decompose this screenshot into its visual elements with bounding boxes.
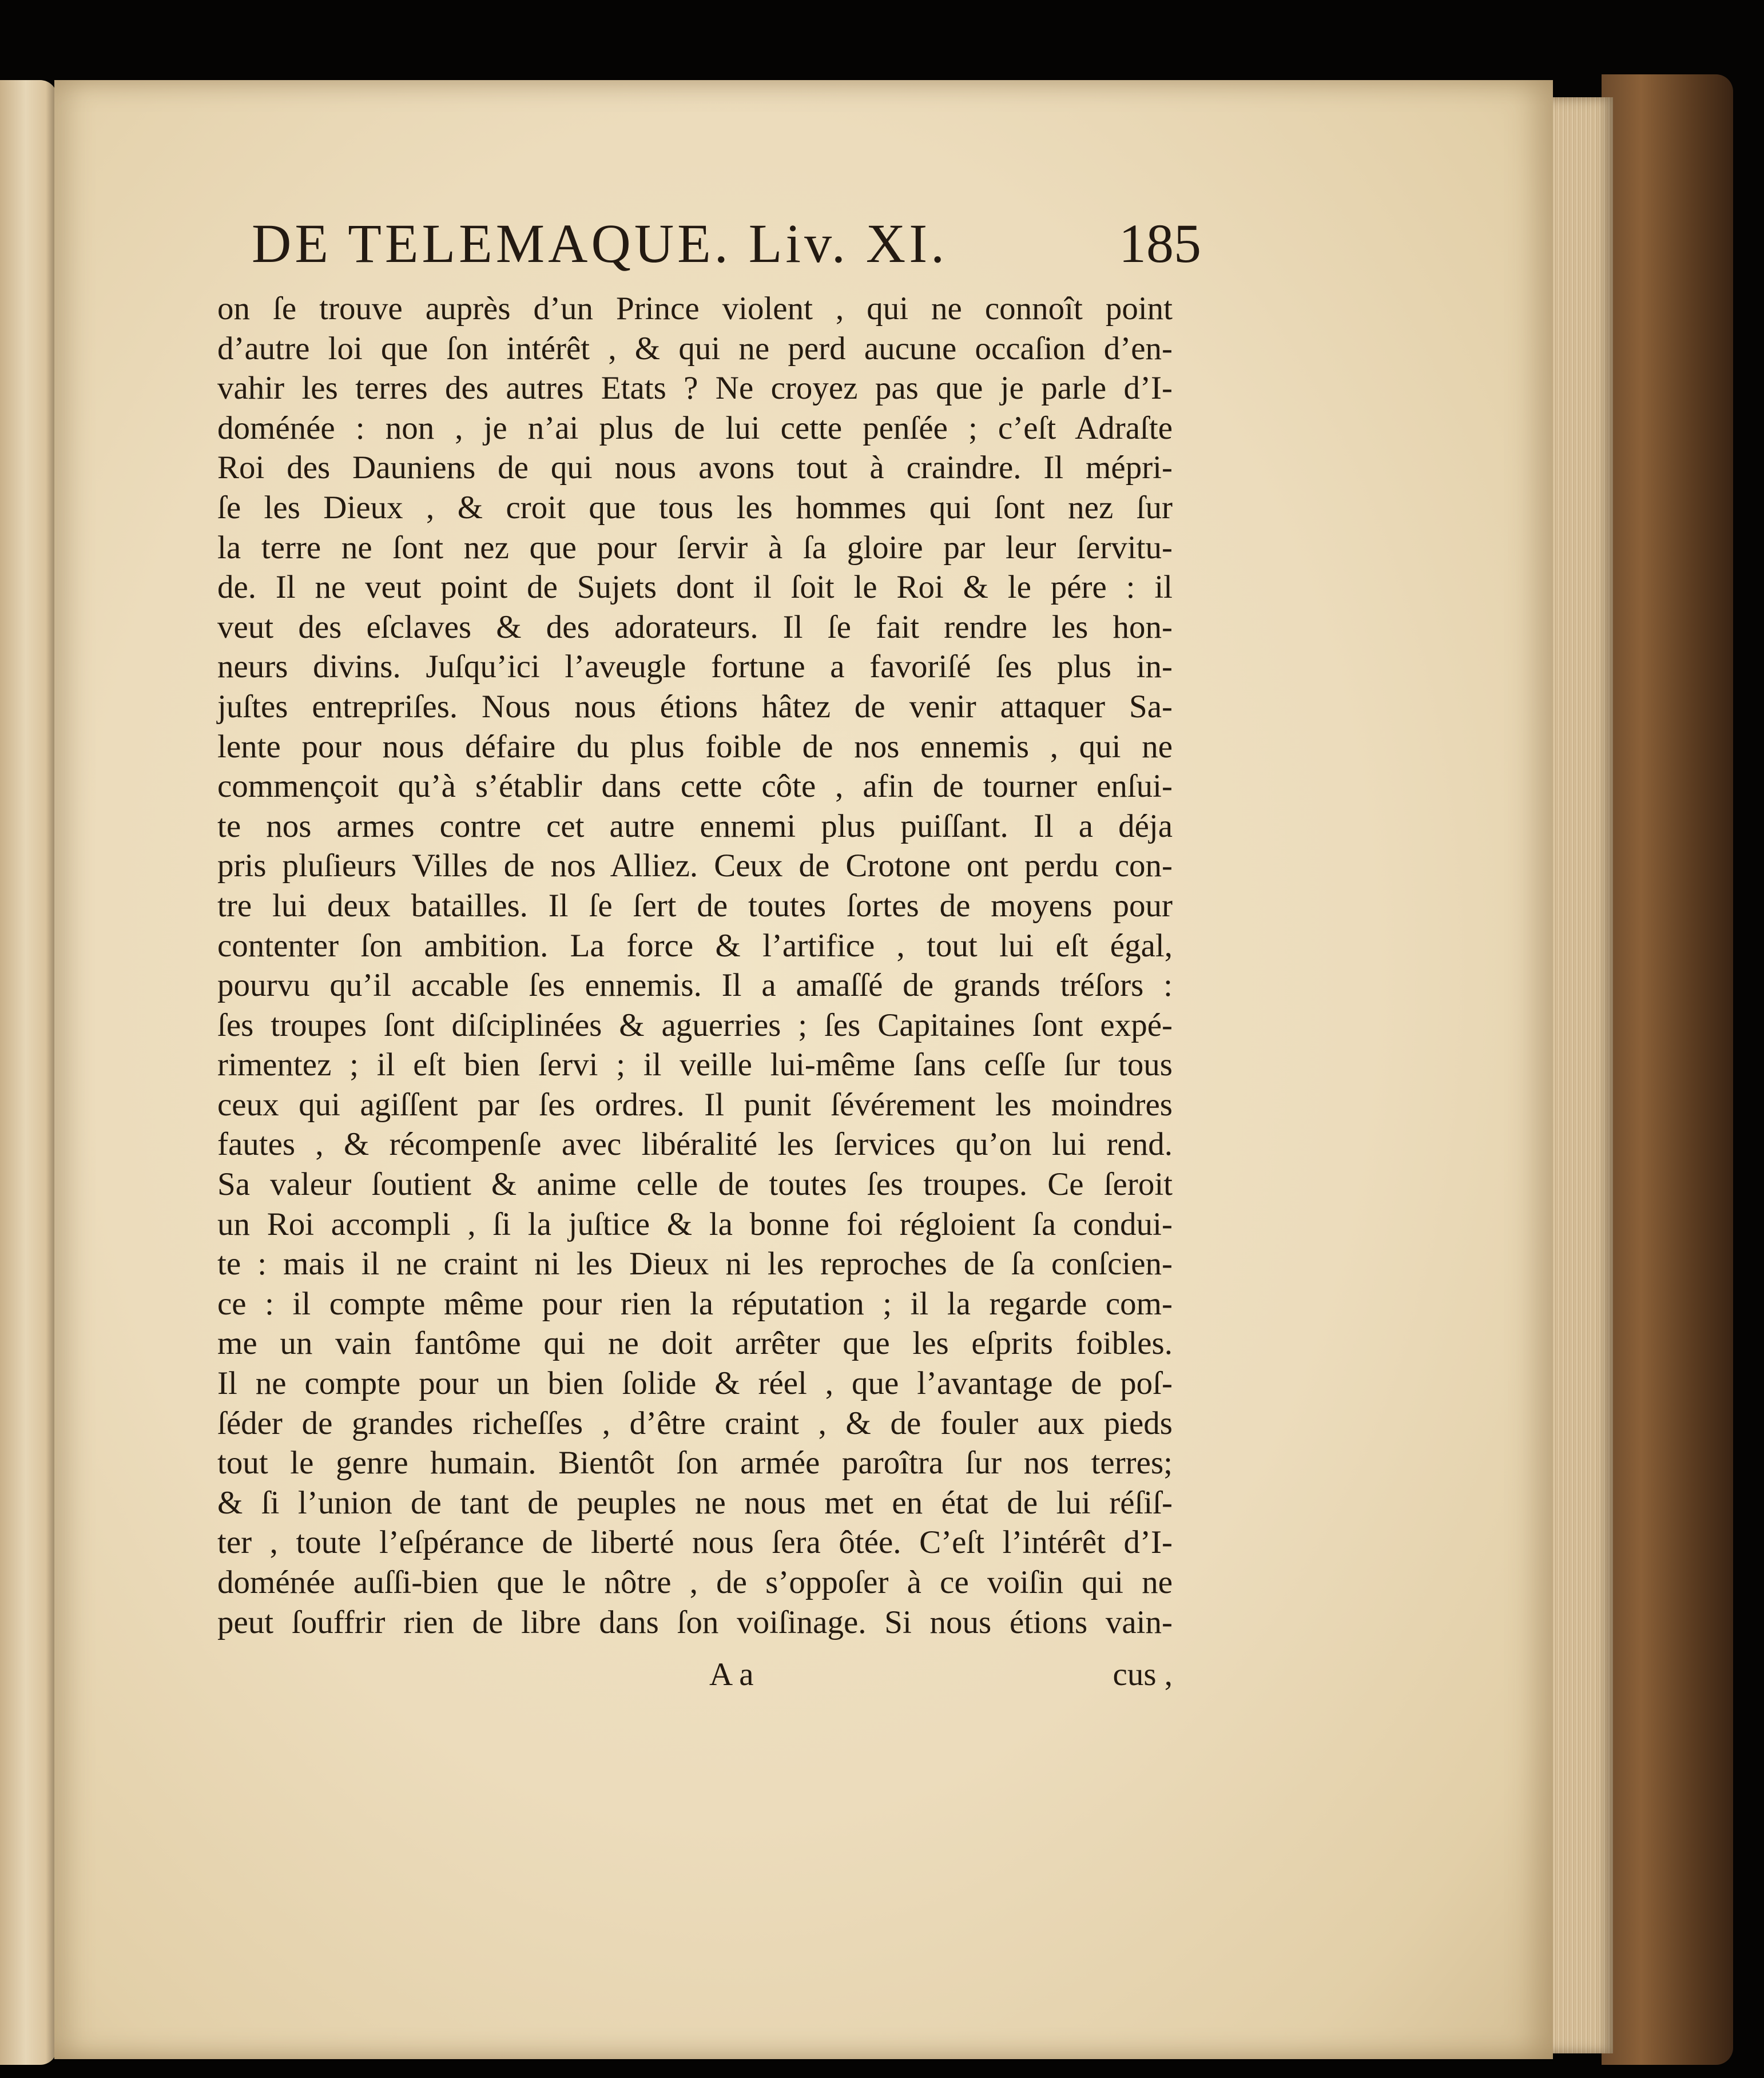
text-line: tre lui deux batailles. Il ſe ſert de toutes ſortes de moyens pour: [217, 887, 1173, 924]
text-line: on ſe trouve auprès d’un Prince violent , qui ne connoît point: [217, 291, 1173, 327]
catchword: cus ,: [1113, 1656, 1173, 1692]
body-text: [217, 289, 1173, 1642]
text-line: me un vain fantôme qui ne doit arrêter que les eſprits foibles.: [217, 1325, 1173, 1362]
text-line: Sa valeur ſoutient & anime celle de toutes ſes troupes. Ce ſeroit: [217, 1166, 1173, 1203]
text-line: peut ſouffrir rien de libre dans ſon voiſinage. Si nous étions vain-: [217, 1604, 1173, 1640]
text-line: & ſi l’union de tant de peuples ne nous met en état de lui réſiſ-: [217, 1484, 1173, 1521]
book-cover: [1602, 74, 1733, 2065]
text-line: contenter ſon ambition. La force & l’artifice , tout lui eſt égal,: [217, 927, 1173, 964]
text-line: ſéder de grandes richeſſes , d’être craint , & de fouler aux pieds: [217, 1405, 1173, 1441]
text-line: d’autre loi que ſon intérêt , & qui ne perd aucune occaſion d’en-: [217, 330, 1173, 367]
text-line: doménée : non , je n’ai plus de lui cette penſée ; c’eſt Adraſte: [217, 410, 1173, 446]
text-line: Roi des Dauniens de qui nous avons tout à craindre. Il mépri-: [217, 450, 1173, 486]
signature-mark: A a: [709, 1656, 754, 1692]
text-line: lente pour nous défaire du plus foible de nos ennemis , qui ne: [217, 728, 1173, 765]
text-line: de. Il ne veut point de Sujets dont il ſoit le Roi & le pére : il: [217, 569, 1173, 606]
page-number: 185: [1119, 213, 1201, 274]
left-page-edge: [0, 80, 57, 2065]
text-line: ceux qui agiſſent par ſes ordres. Il punit ſévérement les moindres: [217, 1086, 1173, 1123]
text-line: juſtes entrepriſes. Nous nous étions hâtez de venir attaquer Sa-: [217, 688, 1173, 725]
text-line: pris pluſieurs Villes de nos Alliez. Ceux de Crotone ont perdu con-: [217, 848, 1173, 884]
text-line: la terre ne ſont nez que pour ſervir à ſa gloire par leur ſervitu-: [217, 529, 1173, 566]
text-line: rimentez ; il eſt bien ſervi ; il veille lui-même ſans ceſſe ſur tous: [217, 1047, 1173, 1083]
text-line: ſe les Dieux , & croit que tous les hommes qui ſont nez ſur: [217, 489, 1173, 526]
text-line: ce : il compte même pour rien la réputation ; il la regarde com-: [217, 1285, 1173, 1322]
page-footer: [217, 1656, 1173, 1702]
running-title: DE TELEMAQUE. Liv. XI.: [252, 213, 948, 274]
text-line: veut des eſclaves & des adorateurs. Il ſe fait rendre les hon-: [217, 609, 1173, 645]
page-header: [252, 212, 1201, 292]
text-line: un Roi accompli , ſi la juſtice & la bonne foi régloient ſa condui-: [217, 1206, 1173, 1242]
text-line: ter , toute l’eſpérance de liberté nous ſera ôtée. C’eſt l’intérêt d’I-: [217, 1524, 1173, 1561]
text-line: te : mais il ne craint ni les Dieux ni les reproches de ſa conſcien-: [217, 1246, 1173, 1282]
text-line: ſes troupes ſont diſciplinées & aguerries ; ſes Capitaines ſont expé-: [217, 1007, 1173, 1043]
text-line: commençoit qu’à s’établir dans cette côte , afin de tourner enſui-: [217, 768, 1173, 805]
text-line: neurs divins. Juſqu’ici l’aveugle fortune a favoriſé ſes plus in-: [217, 649, 1173, 685]
text-line: fautes , & récompenſe avec libéralité les ſervices qu’on lui rend.: [217, 1126, 1173, 1163]
text-line: te nos armes contre cet autre ennemi plus puiſſant. Il a déja: [217, 808, 1173, 844]
text-line: doménée auſſi-bien que le nôtre , de s’oppoſer à ce voiſin qui ne: [217, 1564, 1173, 1600]
text-line: vahir les terres des autres Etats ? Ne croyez pas que je parle d’I-: [217, 370, 1173, 407]
text-line: Il ne compte pour un bien ſolide & réel , que l’avantage de poſ-: [217, 1365, 1173, 1402]
text-line: pourvu qu’il accable ſes ennemis. Il a amaſſé de grands tréſors :: [217, 967, 1173, 1004]
text-line: tout le genre humain. Bientôt ſon armée paroîtra ſur nos terres;: [217, 1445, 1173, 1481]
